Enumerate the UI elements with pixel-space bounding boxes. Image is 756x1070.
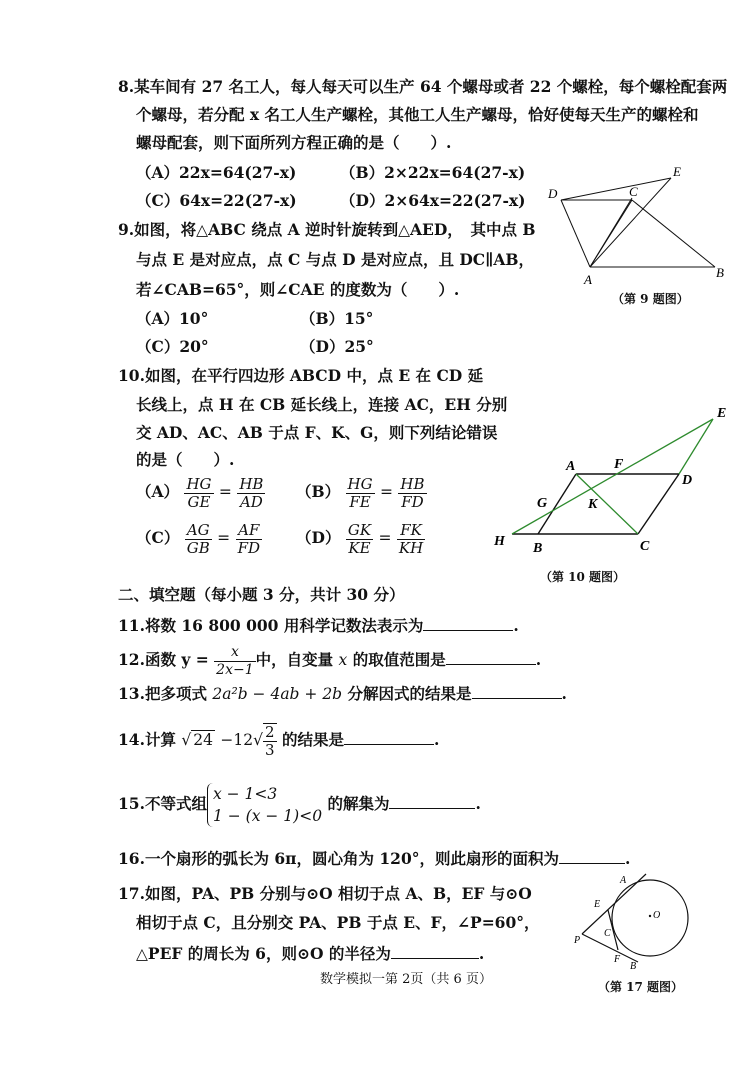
figure-10-caption: （第 10 题图）: [540, 570, 626, 584]
q10-option-a: [136, 472, 265, 512]
q10-d-rd: KH: [398, 538, 424, 557]
q14-fraction: [263, 723, 277, 759]
q14-fn: 2: [265, 723, 275, 741]
q10-b-eq: =: [380, 483, 393, 501]
fig9-label-a: A: [584, 272, 592, 287]
q10-option-b-label: （B）: [296, 482, 341, 501]
q10-option-c: [136, 518, 262, 558]
q15-answer-blank[interactable]: [389, 792, 475, 809]
q17-line3: [136, 942, 484, 964]
fig10-label-a: A: [566, 459, 576, 474]
q14-answer-blank[interactable]: [344, 728, 434, 745]
q10-option-c-label: （C）: [136, 528, 180, 547]
q10-d-left-fraction: [346, 522, 373, 557]
q17-line2: 相切于点 C，且分别交 PA、PB 于点 E、F，∠P=60°，: [136, 913, 540, 932]
q11: [118, 614, 519, 636]
fig17-label-c: C: [604, 928, 611, 939]
q13: [118, 682, 567, 704]
q10-line1: 10.如图，在平行四边形 ABCD 中，点 E 在 CD 延: [118, 366, 484, 385]
q14-fd: 3: [265, 741, 275, 759]
fig9-label-c: C: [629, 184, 638, 199]
q10-line4: 的是（ ）.: [136, 450, 235, 469]
q10-b-ln: HG: [347, 474, 373, 493]
q16-answer-blank[interactable]: [559, 847, 625, 864]
q14-period: .: [433, 730, 440, 749]
q11-answer-blank[interactable]: [423, 614, 513, 631]
q14-sqrt-24: √ 24: [181, 731, 213, 749]
q10-b-rd: FD: [401, 492, 424, 511]
section-2-heading: 二、填空题（每小题 3 分，共计 30 分）: [118, 585, 405, 604]
q12-answer-blank[interactable]: [446, 648, 536, 665]
q10-b-left-fraction: [346, 476, 375, 511]
q9-option-d: （D）25°: [300, 337, 374, 356]
q12-var: x: [338, 651, 348, 669]
q10-a-rn: HB: [239, 474, 264, 493]
q9-option-a: （A）10°: [136, 309, 209, 328]
q10-d-rn: FK: [397, 522, 425, 540]
page-footer: 数学模拟一第 2页（共 6 页）: [320, 972, 492, 987]
q12-fraction: [214, 644, 255, 679]
q10-c-eq: =: [217, 529, 231, 547]
q14-radicand: 24: [193, 731, 213, 749]
q12: [118, 640, 541, 680]
q8-line2: 个螺母，若分配 x 名工人生产螺栓，其他工人生产螺母，恰好使每天生产的螺栓和: [136, 105, 699, 124]
q12-post2: 的取值范围是: [352, 650, 446, 669]
q14-post: 的结果是: [281, 730, 344, 749]
q10-c-right-fraction: [236, 522, 262, 557]
fig17-label-a: A: [620, 875, 627, 886]
q10-c-rn: AF: [236, 522, 262, 540]
fig10-label-h: H: [494, 534, 505, 549]
q14-minus-12: −12: [220, 731, 254, 749]
q12-den: 2x−1: [216, 661, 254, 678]
q17-period: .: [478, 944, 485, 963]
q12-post: 中，自变量: [255, 650, 334, 669]
q10-option-a-label: （A）: [136, 482, 180, 501]
q10-a-left-fraction: [184, 476, 213, 511]
fig17-label-p: P: [574, 935, 581, 946]
q8-option-d: （D）2×64x=22(27-x): [340, 191, 526, 210]
fig9-label-e: E: [673, 164, 681, 179]
q12-num: x: [214, 644, 255, 662]
q15-line1: x − 1<3: [212, 785, 278, 803]
q16-text: 16.一个扇形的弧长为 6π，圆心角为 120°，则此扇形的面积为: [118, 849, 559, 868]
fig10-label-e: E: [717, 406, 727, 421]
q17-line3-text: △PEF 的周长为 6，则⊙O 的半径为: [136, 944, 391, 963]
q11-period: .: [513, 616, 519, 635]
q15: [118, 780, 481, 828]
fig17-label-f: F: [614, 954, 621, 965]
q17-answer-blank[interactable]: [391, 942, 479, 959]
fig10-label-g: G: [537, 496, 548, 511]
q10-c-rd: FD: [237, 538, 261, 557]
q9-line1: 9.如图，将△ABC 绕点 A 逆时针旋转到△AED， 其中点 B: [118, 220, 536, 239]
q10-a-ln: HG: [186, 474, 212, 493]
q8-line3: 螺母配套，则下面所列方程正确的是（ ）.: [136, 133, 452, 152]
fig10-label-d: D: [682, 473, 693, 488]
q9-line2: 与点 E 是对应点，点 C 与点 D 是对应点，且 DC∥AB，: [136, 250, 534, 269]
fig9-label-d: D: [548, 186, 558, 201]
q14: [118, 718, 439, 762]
q15-prefix: 15.不等式组: [118, 794, 207, 813]
fig10-label-f: F: [614, 457, 624, 472]
q10-a-rd: AD: [239, 492, 263, 511]
q13-answer-blank[interactable]: [472, 682, 562, 699]
figure-9: [540, 160, 736, 290]
q8-option-a: （A）22x=64(27-x): [136, 163, 297, 182]
fig10-label-b: B: [533, 541, 543, 556]
q9-option-c: （C）20°: [136, 337, 209, 356]
q10-d-eq: =: [378, 529, 392, 547]
fig10-label-k: K: [588, 497, 598, 512]
q9-line3: 若∠CAB=65°，则∠CAE 的度数为（ ）.: [136, 280, 460, 299]
figure-10: [490, 400, 736, 565]
q13-period: .: [561, 684, 567, 703]
figure-9-caption: （第 9 题图）: [612, 292, 689, 306]
fig9-label-b: B: [716, 265, 724, 280]
q14-prefix: 14.计算: [118, 730, 176, 749]
q13-expression: 2a²b − 4ab + 2b: [212, 685, 343, 703]
q10-option-b: [296, 472, 427, 512]
q13-post: 分解因式的结果是: [347, 684, 472, 703]
fig17-label-b: B: [630, 961, 637, 972]
q8-option-b: （B）2×22x=64(27-x): [340, 163, 526, 182]
q9-option-b: （B）15°: [300, 309, 374, 328]
q10-d-ln: GK: [347, 520, 372, 539]
q10-option-d-label: （D）: [296, 528, 341, 547]
q14-sqrt-frac: √ $\frac{2}{3}$: [253, 723, 275, 759]
q12-prefix: 12.函数 y =: [118, 650, 209, 669]
q16: [118, 847, 630, 869]
q10-a-right-fraction: [237, 476, 265, 511]
q10-c-ln: AG: [185, 522, 212, 540]
figure-17-caption: （第 17 题图）: [598, 980, 684, 994]
figure-17: [568, 870, 700, 974]
q10-line3: 交 AD、AC、AB 于点 F、K、G，则下列结论错误: [136, 423, 498, 442]
q10-d-ld: KE: [348, 538, 371, 557]
fig17-label-e: E: [594, 899, 601, 910]
q17-line1: 17.如图，PA、PB 分别与⊙O 相切于点 A、B，EF 与⊙O: [118, 884, 532, 903]
q10-b-ld: FE: [349, 492, 371, 511]
fig17-label-o: O: [653, 910, 661, 921]
q12-period: .: [535, 650, 542, 669]
q10-d-right-fraction: [397, 522, 425, 557]
q16-period: .: [625, 849, 631, 868]
q10-b-right-fraction: [398, 476, 426, 511]
q10-c-left-fraction: [185, 522, 212, 557]
q15-system: [207, 783, 322, 827]
q10-b-rn: HB: [400, 474, 425, 493]
q8-line1: 8.某车间有 27 名工人，每人每天可以生产 64 个螺母或者 22 个螺栓，每个螺栓配套两: [118, 77, 728, 96]
q11-text: 11.将数 16 800 000 用科学记数法表示为: [118, 616, 424, 635]
q8-option-c: （C）64x=22(27-x): [136, 191, 297, 210]
q10-option-d: [296, 518, 425, 558]
q13-prefix: 13.把多项式: [118, 684, 207, 703]
q15-line2: 1 − (x − 1)<0: [212, 807, 323, 825]
q10-line2: 长线上，点 H 在 CB 延长线上，连接 AC，EH 分别: [136, 395, 508, 414]
q10-a-ld: GE: [187, 492, 211, 511]
q15-period: .: [475, 794, 481, 813]
fig10-label-c: C: [640, 539, 650, 554]
q15-post: 的解集为: [327, 794, 390, 813]
q10-c-ld: GB: [186, 538, 210, 557]
q10-a-eq: =: [218, 483, 232, 501]
